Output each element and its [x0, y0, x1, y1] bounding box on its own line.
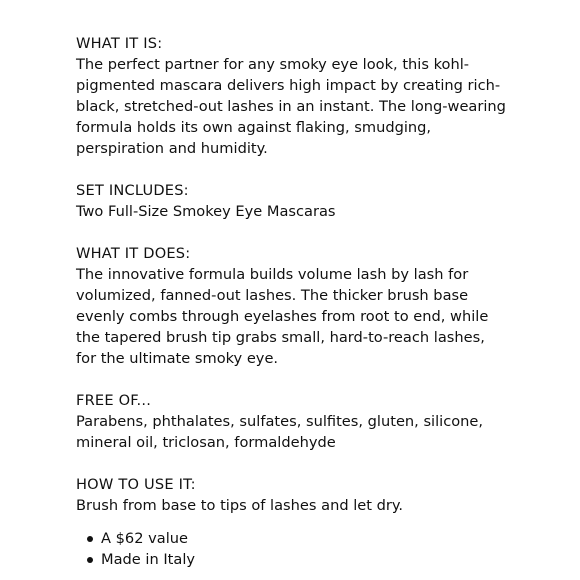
- text-line: Two Full-Size Smokey Eye Mascaras: [76, 203, 336, 220]
- section-heading: FREE OF...: [76, 392, 152, 409]
- text-line: pigmented mascara delivers high impact by creating rich-: [76, 77, 501, 94]
- section-free-of: [76, 390, 566, 453]
- bullet-icon: [87, 536, 93, 542]
- text-line: formula holds its own against flaking, smudging,: [76, 119, 432, 136]
- section-what-it-does: [76, 243, 566, 369]
- text-line: black, stretched-out lashes in an instant. The long-wearing: [76, 98, 506, 115]
- section-heading: WHAT IT DOES:: [76, 245, 191, 262]
- text-line: for the ultimate smoky eye.: [76, 350, 279, 367]
- list-item: [87, 549, 566, 570]
- text-line: Brush from base to tips of lashes and let dry.: [76, 497, 404, 514]
- text-line: perspiration and humidity.: [76, 140, 268, 157]
- bullet-icon: [87, 557, 93, 563]
- bullet-list: [76, 528, 566, 570]
- section-what-it-is: [76, 33, 566, 159]
- text-line: The perfect partner for any smoky eye look, this kohl-: [76, 56, 470, 73]
- section-heading: HOW TO USE IT:: [76, 476, 196, 493]
- section-how-to-use: [76, 474, 566, 516]
- list-item-text: Made in Italy: [101, 551, 196, 568]
- section-heading: WHAT IT IS:: [76, 35, 163, 52]
- section-set-includes: [76, 180, 566, 222]
- section-heading: SET INCLUDES:: [76, 182, 189, 199]
- text-line: The innovative formula builds volume lash by lash for: [76, 266, 469, 283]
- text-line: volumized, fanned-out lashes. The thicker brush base: [76, 287, 469, 304]
- text-line: the tapered brush tip grabs small, hard-to-reach lashes,: [76, 329, 485, 346]
- text-line: mineral oil, triclosan, formaldehyde: [76, 434, 336, 451]
- product-description: [76, 33, 566, 570]
- text-line: Parabens, phthalates, sulfates, sulfites, gluten, silicone,: [76, 413, 484, 430]
- list-item: [87, 528, 566, 549]
- text-line: evenly combs through eyelashes from root to end, while: [76, 308, 489, 325]
- list-item-text: A $62 value: [101, 530, 188, 547]
